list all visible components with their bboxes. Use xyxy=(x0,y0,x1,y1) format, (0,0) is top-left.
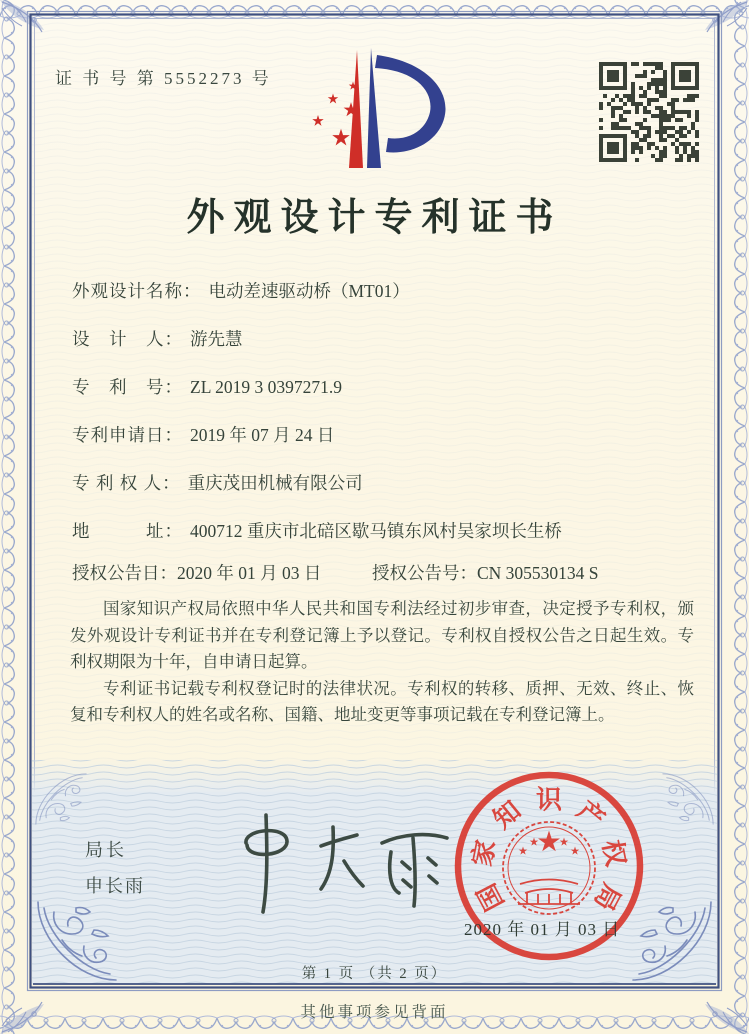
field-patentee xyxy=(72,470,702,518)
field-value: 2020 年 01 月 03 日 xyxy=(177,563,322,583)
grant-row xyxy=(72,560,712,584)
field-value: 400712 重庆市北碚区歇马镇东风村吴家坝长生桥 xyxy=(190,521,562,541)
fields-section xyxy=(72,278,702,566)
svg-text:权: 权 xyxy=(596,837,631,869)
field-label: 专 利 号： xyxy=(72,377,183,397)
field-designer xyxy=(72,326,702,374)
legal-paragraphs xyxy=(70,596,694,729)
field-label: 授权公告日： xyxy=(72,563,177,583)
field-value: 电动差速驱动桥（MT01） xyxy=(208,281,410,301)
certificate-number: 证 书 号 第 5552273 号 xyxy=(55,69,272,88)
field-patent-number xyxy=(72,374,702,422)
svg-text:知: 知 xyxy=(487,795,527,835)
page-number: 第 1 页 （共 2 页） xyxy=(301,966,448,982)
field-value: 2019 年 07 月 24 日 xyxy=(190,425,335,445)
field-value: 游先慧 xyxy=(190,329,243,349)
legal-paragraph: 国家知识产权局依照中华人民共和国专利法经过初步审查，决定授予专利权，颁发外观设计专利证书并在专利登记簿上予以登记。专利权自授权公告之日起生效。专利权期限为十年，自申请日起算。 xyxy=(70,599,694,671)
field-label: 专 利 权 人： xyxy=(72,473,181,493)
commissioner-title: 局长 xyxy=(85,840,127,860)
qr-code-image xyxy=(599,62,699,162)
field-label: 专利申请日： xyxy=(72,425,183,445)
svg-text:国: 国 xyxy=(471,878,510,916)
svg-text:家: 家 xyxy=(467,837,502,869)
certificate-title: 外观设计专利证书 xyxy=(186,197,563,239)
field-label: 设 计 人： xyxy=(72,329,183,349)
field-label: 地 址： xyxy=(72,521,183,541)
field-grant-date xyxy=(72,560,321,585)
commissioner-name: 申长雨 xyxy=(85,876,145,896)
field-address xyxy=(72,518,702,566)
svg-text:产: 产 xyxy=(571,795,611,835)
seal-date: 2020 年 01 月 03 日 xyxy=(464,920,621,939)
field-design-name xyxy=(72,278,702,326)
field-value: ZL 2019 3 0397271.9 xyxy=(190,377,342,397)
field-value: 重庆茂田机械有限公司 xyxy=(187,473,363,493)
field-value: CN 305530134 S xyxy=(477,563,599,583)
legal-paragraph: 专利证书记载专利权登记时的法律状况。专利权的转移、质押、无效、终止、恢复和专利权人的姓名或名称、国籍、地址变更等事项记载在专利登记簿上。 xyxy=(70,678,694,724)
field-label: 授权公告号： xyxy=(372,563,477,583)
field-filing-date xyxy=(72,422,702,470)
svg-text:识: 识 xyxy=(535,785,563,815)
field-grant-number xyxy=(372,560,599,585)
qr-code xyxy=(599,62,699,162)
back-side-note: 其他事项参见背面 xyxy=(300,1004,449,1021)
field-label: 外观设计名称： xyxy=(72,281,202,301)
svg-text:局: 局 xyxy=(588,878,627,916)
